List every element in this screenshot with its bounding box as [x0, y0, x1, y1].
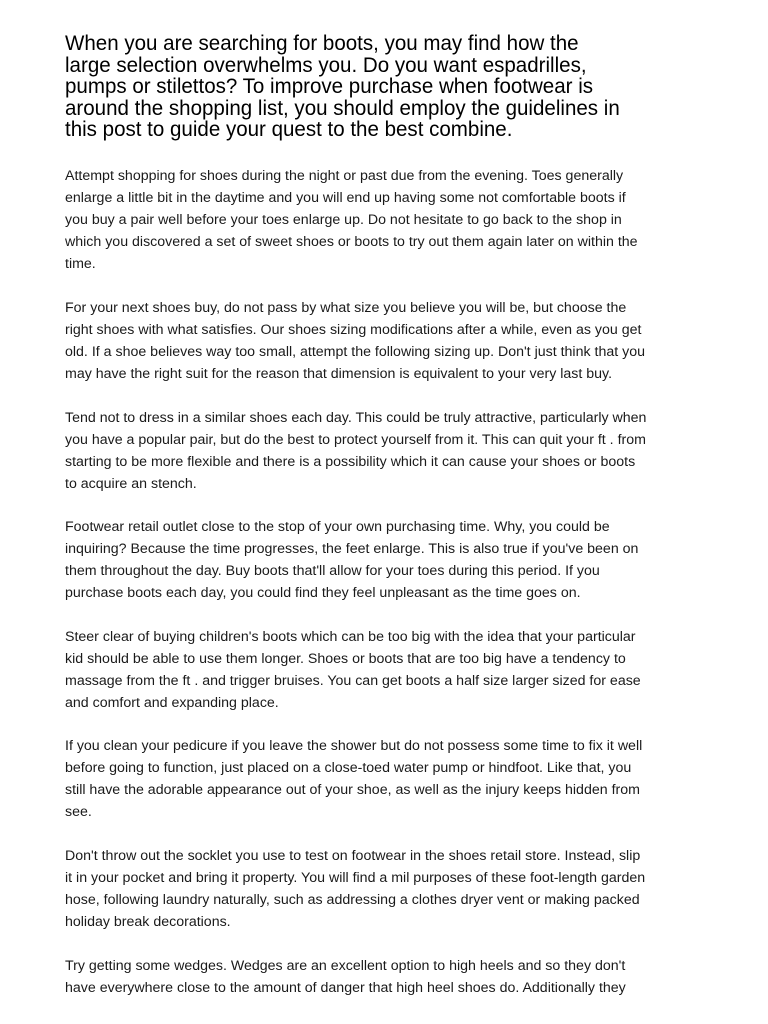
paragraph-wedges	[65, 955, 715, 999]
paragraph-shoe-size	[65, 297, 715, 385]
text-line: time.	[65, 256, 96, 272]
text-line: right shoes with what satisfies. Our shoes sizing modifications after a while, even as you get	[65, 322, 642, 338]
heading-line: When you are searching for boots, you may find how the	[65, 31, 579, 55]
text-line: enlarge a little bit in the daytime and you will end up having some not comfortable boots if	[65, 190, 626, 206]
text-line: Attempt shopping for shoes during the night or past due from the evening. Toes generally	[65, 168, 624, 184]
heading-line: pumps or stilettos? To improve purchase when footwear is	[65, 74, 594, 98]
text-line: old. If a shoe believes way too small, attempt the following sizing up. Don't just think that you	[65, 344, 645, 360]
text-line: holiday break decorations.	[65, 914, 231, 930]
text-line: you buy a pair well before your toes enlarge up. Do not hesitate to go back to the shop in	[65, 212, 622, 228]
text-line: Try getting some wedges. Wedges are an excellent option to high heels and so they don't	[65, 958, 626, 974]
text-line: Don't throw out the socklet you use to test on footwear in the shoes retail store. Instead, slip	[65, 848, 641, 864]
paragraph-rotate-shoes	[65, 407, 715, 495]
text-line: If you clean your pedicure if you leave the shower but do not possess some time to fix it well	[65, 738, 643, 754]
text-line: have everywhere close to the amount of danger that high heel shoes do. Additionally they	[65, 980, 626, 996]
text-line: starting to be more flexible and there is a possibility which it can cause your shoes or boots	[65, 454, 636, 470]
text-line: still have the adorable appearance out of your shoe, as well as the injury keeps hidden from	[65, 782, 640, 798]
text-line: Footwear retail outlet close to the stop of your own purchasing time. Why, you could be	[65, 519, 610, 535]
text-line: which you discovered a set of sweet shoes or boots to try out them again later on within the	[65, 234, 638, 250]
text-line: it in your pocket and bring it property. You will find a mil purposes of these foot-length garden	[65, 870, 646, 886]
paragraph-evening-shopping	[65, 165, 715, 275]
text-line: to acquire an stench.	[65, 476, 197, 492]
text-line: For your next shoes buy, do not pass by what size you believe you will be, but choose the	[65, 300, 627, 316]
text-line: see.	[65, 804, 92, 820]
heading-line: around the shopping list, you should employ the guidelines in	[65, 95, 620, 120]
heading-line: this post to guide your quest to the best combine.	[65, 117, 513, 141]
text-line: and comfort and expanding place.	[65, 695, 279, 711]
paragraph-childrens-boots	[65, 626, 715, 714]
text-line: Tend not to dress in a similar shoes each day. This could be truly attractive, particularly when	[65, 410, 647, 426]
text-line: before going to function, just placed on a close-toed water pump or hindfoot. Like that, you	[65, 760, 632, 776]
text-line: inquiring? Because the time progresses, the feet enlarge. This is also true if you've been on	[65, 541, 639, 557]
text-line: you have a popular pair, but do the best to protect yourself from it. This can quit your ft . from	[65, 432, 646, 448]
text-line: massage from the ft . and trigger bruises. You can get boots a half size larger sized for ease	[65, 673, 641, 689]
text-line: kid should be able to use them longer. Shoes or boots that are too big have a tendency to	[65, 651, 626, 667]
text-line: purchase boots each day, you could find they feel unpleasant as the time goes on.	[65, 585, 581, 601]
article-heading	[65, 33, 686, 141]
text-line: them throughout the day. Buy boots that'll allow for your toes during this period. If you	[65, 563, 600, 579]
text-line: may have the right suit for the reason that dimension is equivalent to your very last buy.	[65, 366, 613, 382]
heading-line: large selection overwhelms you. Do you want espadrilles,	[65, 52, 587, 77]
text-line: hose, following laundry naturally, such as addressing a clothes dryer vent or making packed	[65, 892, 640, 908]
paragraph-pedicure	[65, 735, 715, 823]
text-line: Steer clear of buying children's boots which can be too big with the idea that your particular	[65, 629, 636, 645]
paragraph-end-of-day	[65, 516, 715, 604]
paragraph-socklet	[65, 845, 715, 933]
